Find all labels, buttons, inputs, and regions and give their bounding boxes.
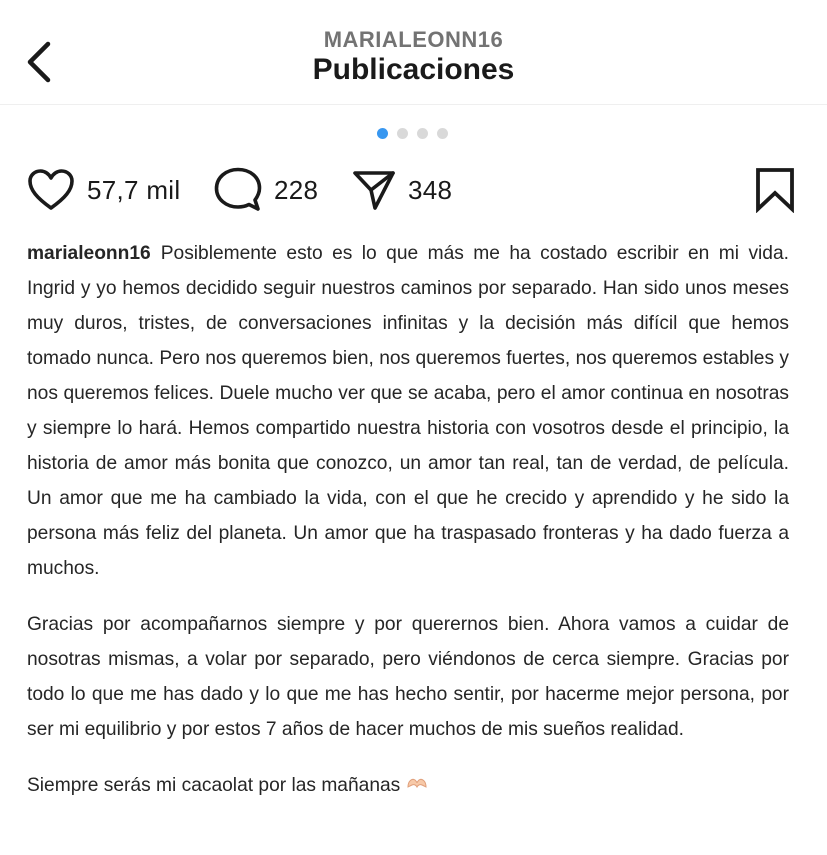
comment-button[interactable]	[214, 162, 318, 218]
bookmark-icon	[754, 167, 796, 213]
header-username: MARIALEONN16	[323, 27, 504, 52]
caption-paragraph	[27, 236, 789, 586]
send-icon	[352, 169, 396, 211]
caption-paragraph	[27, 768, 789, 803]
likes-count[interactable]: 57,7 mil	[87, 174, 181, 205]
page-title: Publicaciones	[312, 53, 515, 86]
action-bar	[0, 162, 827, 218]
caption-paragraph: Gracias por acompañarnos siempre y por querernos bien. Ahora vamos a cuidar de nosotras mismas, a volar por separado, pero viéndonos de cerca siempre. Gracias por todo lo que me has dado y lo que me has hecho sentir, por hacerme mejor persona, por ser mi equilibrio y por estos 7 años de hacer muchos de mis sueños realidad.	[27, 614, 789, 740]
caption-text: Posiblemente esto es lo que más me ha costado escribir en mi vida. Ingrid y yo hemos decidido seguir nuestros caminos por separado. Han sido unos meses muy duros, tristes, de conversaciones infinitas y la decisión más difícil que hemos tomado nunca. Pero nos queremos bien, nos queremos fuertes, nos queremos estables y nos queremos felices. Duele mucho ver que se acaba, pero el amor continua en nosotras y siempre lo hará. Hemos compartido nuestra historia con vosotros desde el principio, la historia de amor más bonita que conozco, un amor tan real, tan de verdad, de película. Un amor que me ha cambiado la vida, con el que he crecido y aprendido y he sido la persona más feliz del planeta. Un amor que ha traspasado fronteras y ha dado fuerza a muchos.	[27, 243, 789, 579]
carousel-dot[interactable]	[437, 128, 448, 139]
post-caption	[27, 236, 789, 803]
save-button[interactable]	[754, 162, 796, 218]
comments-count[interactable]: 228	[274, 174, 319, 205]
heart-icon	[27, 168, 75, 212]
like-button[interactable]	[27, 162, 180, 218]
top-bar	[0, 0, 827, 105]
carousel-dot[interactable]	[417, 128, 428, 139]
share-button[interactable]	[352, 162, 452, 218]
comment-icon	[214, 167, 262, 213]
carousel-dot[interactable]	[397, 128, 408, 139]
carousel-indicator	[377, 128, 448, 139]
caption-username[interactable]: marialeonn16	[27, 243, 151, 264]
carousel-dot-active[interactable]	[377, 128, 388, 139]
heart-hands-emoji-icon	[406, 768, 428, 803]
caption-text: Siempre serás mi cacaolat por las mañanas	[27, 775, 401, 796]
shares-count[interactable]: 348	[408, 174, 453, 205]
